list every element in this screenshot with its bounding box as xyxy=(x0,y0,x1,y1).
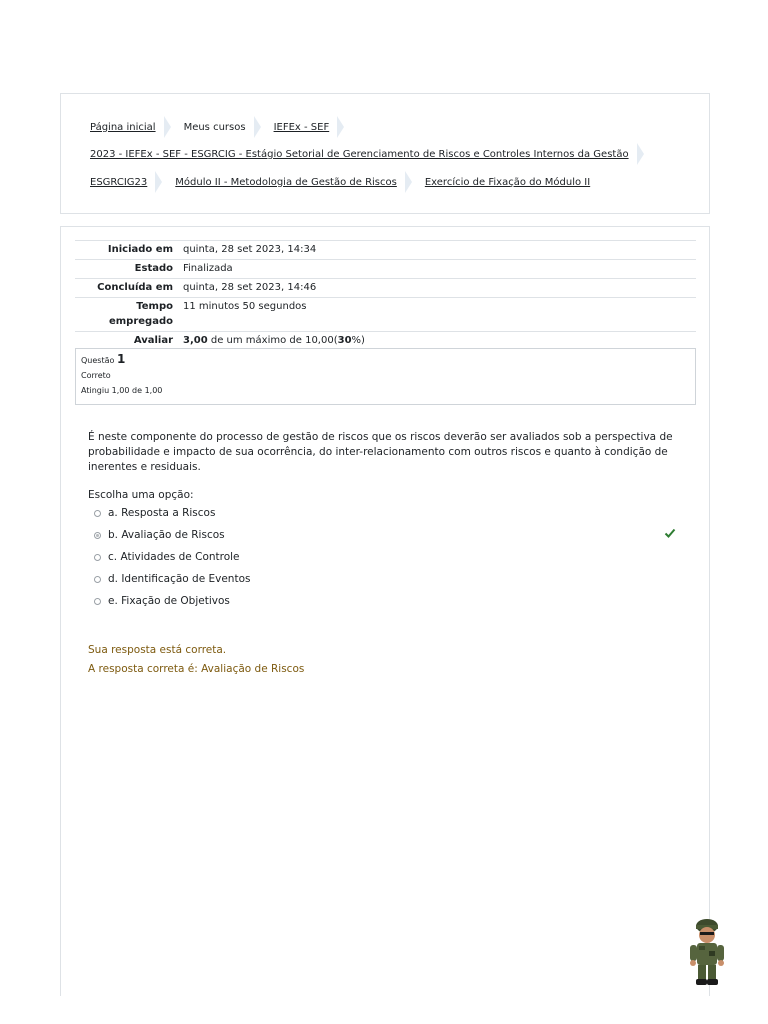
summary-row-started xyxy=(75,241,696,260)
radio-button[interactable] xyxy=(94,598,101,605)
time-label-line-2: empregado xyxy=(108,316,173,327)
breadcrumb-my-courses: Meus cursos xyxy=(183,121,246,133)
attempt-summary-table xyxy=(75,240,696,351)
completed-label: Concluída em xyxy=(97,282,173,293)
radio-button-selected[interactable] xyxy=(94,532,101,539)
answer-option-label: d. Identificação de Eventos xyxy=(108,573,251,585)
answer-option-e[interactable] xyxy=(94,593,230,609)
breadcrumb-separator-icon xyxy=(637,143,644,165)
grade-percent-suffix: %) xyxy=(351,335,365,346)
summary-row-time xyxy=(75,298,696,332)
breadcrumb-home-link[interactable]: Página inicial xyxy=(90,121,156,133)
question-status: Correto xyxy=(81,371,111,380)
summary-row-completed xyxy=(75,279,696,298)
summary-row-state xyxy=(75,260,696,279)
question-text: É neste componente do processo de gestão de riscos que os riscos deverão ser avaliados sob a perspectiva de probabilidade e impacto de sua ocorrência, do inter-relacionamento com outros riscos e quanto à condição de inerentes e residuais. xyxy=(88,431,673,473)
question-info-box xyxy=(75,348,696,405)
breadcrumb-course-link[interactable]: 2023 - IEFEx - SEF - ESGRCIG - Estágio Setorial de Gerenciamento de Riscos e Controles Internos da Gestão xyxy=(90,148,629,160)
quiz-review-panel xyxy=(60,226,710,996)
breadcrumb-module-link[interactable]: Módulo II - Metodologia de Gestão de Riscos xyxy=(175,176,397,188)
radio-button[interactable] xyxy=(94,510,101,517)
time-value: 11 minutos 50 segundos xyxy=(183,301,307,312)
answer-option-label: b. Avaliação de Riscos xyxy=(108,529,225,541)
breadcrumb-separator-icon xyxy=(405,171,412,193)
feedback-right-answer: A resposta correta é: Avaliação de Riscos xyxy=(88,663,305,675)
answer-option-d[interactable] xyxy=(94,571,250,587)
breadcrumb-iefex-link[interactable]: IEFEx - SEF xyxy=(273,121,330,133)
answer-option-b[interactable] xyxy=(94,527,225,543)
time-label-line-1: Tempo xyxy=(136,301,173,312)
grade-percent: 30 xyxy=(337,335,352,346)
answer-option-label: a. Resposta a Riscos xyxy=(108,507,216,519)
answer-option-label: e. Fixação de Objetivos xyxy=(108,595,230,607)
breadcrumb-separator-icon xyxy=(155,171,162,193)
breadcrumb-separator-icon xyxy=(164,116,171,138)
started-label: Iniciado em xyxy=(107,244,173,255)
answer-prompt: Escolha uma opção: xyxy=(88,489,194,501)
grade-score: 3,00 xyxy=(183,335,208,346)
grade-label: Avaliar xyxy=(133,335,173,346)
answer-option-c[interactable] xyxy=(94,549,240,565)
radio-button[interactable] xyxy=(94,554,101,561)
breadcrumb-separator-icon xyxy=(254,116,261,138)
breadcrumb xyxy=(60,93,710,214)
question-number-value: 1 xyxy=(116,352,126,366)
feedback-correct: Sua resposta está correta. xyxy=(88,644,227,656)
answer-option-label: c. Atividades de Controle xyxy=(108,551,240,563)
breadcrumb-course-code-link[interactable]: ESGRCIG23 xyxy=(90,176,148,188)
question-number xyxy=(81,352,690,368)
grade-max-text: de um máximo de 10,00( xyxy=(207,335,338,346)
breadcrumb-exercise-link[interactable]: Exercício de Fixação do Módulo II xyxy=(424,176,591,188)
soldier-mascot-icon xyxy=(684,918,730,988)
breadcrumb-row-1 xyxy=(90,116,357,138)
correct-check-icon xyxy=(664,527,676,539)
breadcrumb-row-2 xyxy=(90,143,657,165)
answer-option-a[interactable] xyxy=(94,505,215,521)
breadcrumb-separator-icon xyxy=(337,116,344,138)
breadcrumb-row-3 xyxy=(90,171,590,193)
state-label: Estado xyxy=(134,263,173,274)
state-value: Finalizada xyxy=(183,263,233,274)
radio-button[interactable] xyxy=(94,576,101,583)
time-label xyxy=(75,298,183,332)
question-mark: Atingiu 1,00 de 1,00 xyxy=(81,386,163,395)
question-label: Questão xyxy=(81,356,115,365)
completed-value: quinta, 28 set 2023, 14:46 xyxy=(183,282,317,293)
started-value: quinta, 28 set 2023, 14:34 xyxy=(183,244,317,255)
